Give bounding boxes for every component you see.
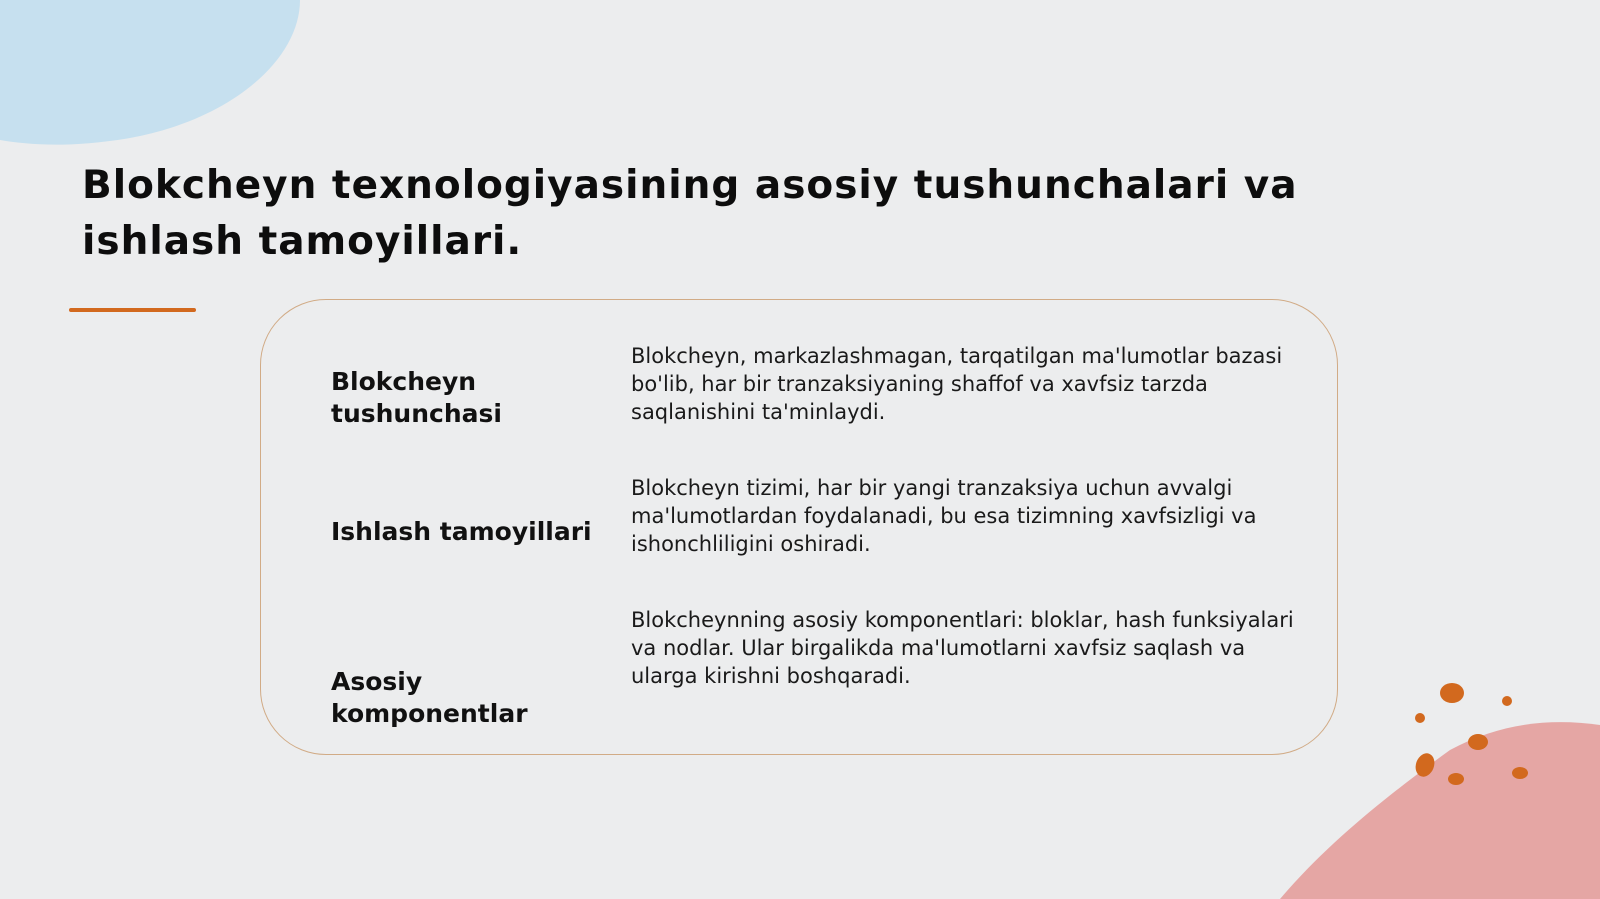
description-asosiy-komponentlar: Blokcheynning asosiy komponentlari: bloklar, hash funksiyalari va nodlar. Ular birgalikda ma'lumotlarni xavfsiz saqlash va ularga kirishni boshqaradi. xyxy=(631,608,1294,688)
orange-dot xyxy=(1468,734,1488,750)
orange-dot xyxy=(1512,767,1528,779)
orange-dot xyxy=(1502,696,1512,706)
orange-dot xyxy=(1415,713,1425,723)
title-accent-line xyxy=(69,308,196,312)
term-blokcheyn-tushunchasi: Blokcheyn tushunchasi xyxy=(331,367,502,428)
slide-title: Blokcheyn texnologiyasining asosiy tushunchalari va ishlash tamoyillari. xyxy=(82,163,1298,264)
description-ishlash-tamoyillari: Blokcheyn tizimi, har bir yangi tranzaksiya uchun avvalgi ma'lumotlardan foydalanadi, bu esa tizimning xavfsizligi va ishonchliligini oshiradi. xyxy=(631,476,1257,556)
term-ishlash-tamoyillari: Ishlash tamoyillari xyxy=(331,517,592,546)
description-blokcheyn-tushunchasi: Blokcheyn, markazlashmagan, tarqatilgan ma'lumotlar bazasi bo'lib, har bir tranzaksiyaning shaffof va xavfsiz tarzda saqlanishini ta'minlaydi. xyxy=(631,344,1283,424)
term-asosiy-komponentlar: Asosiy komponentlar xyxy=(331,667,528,728)
orange-dot xyxy=(1448,773,1464,785)
orange-dot xyxy=(1440,683,1464,703)
blue-blob-shape xyxy=(0,0,300,145)
pink-blob-shape xyxy=(1280,722,1600,899)
